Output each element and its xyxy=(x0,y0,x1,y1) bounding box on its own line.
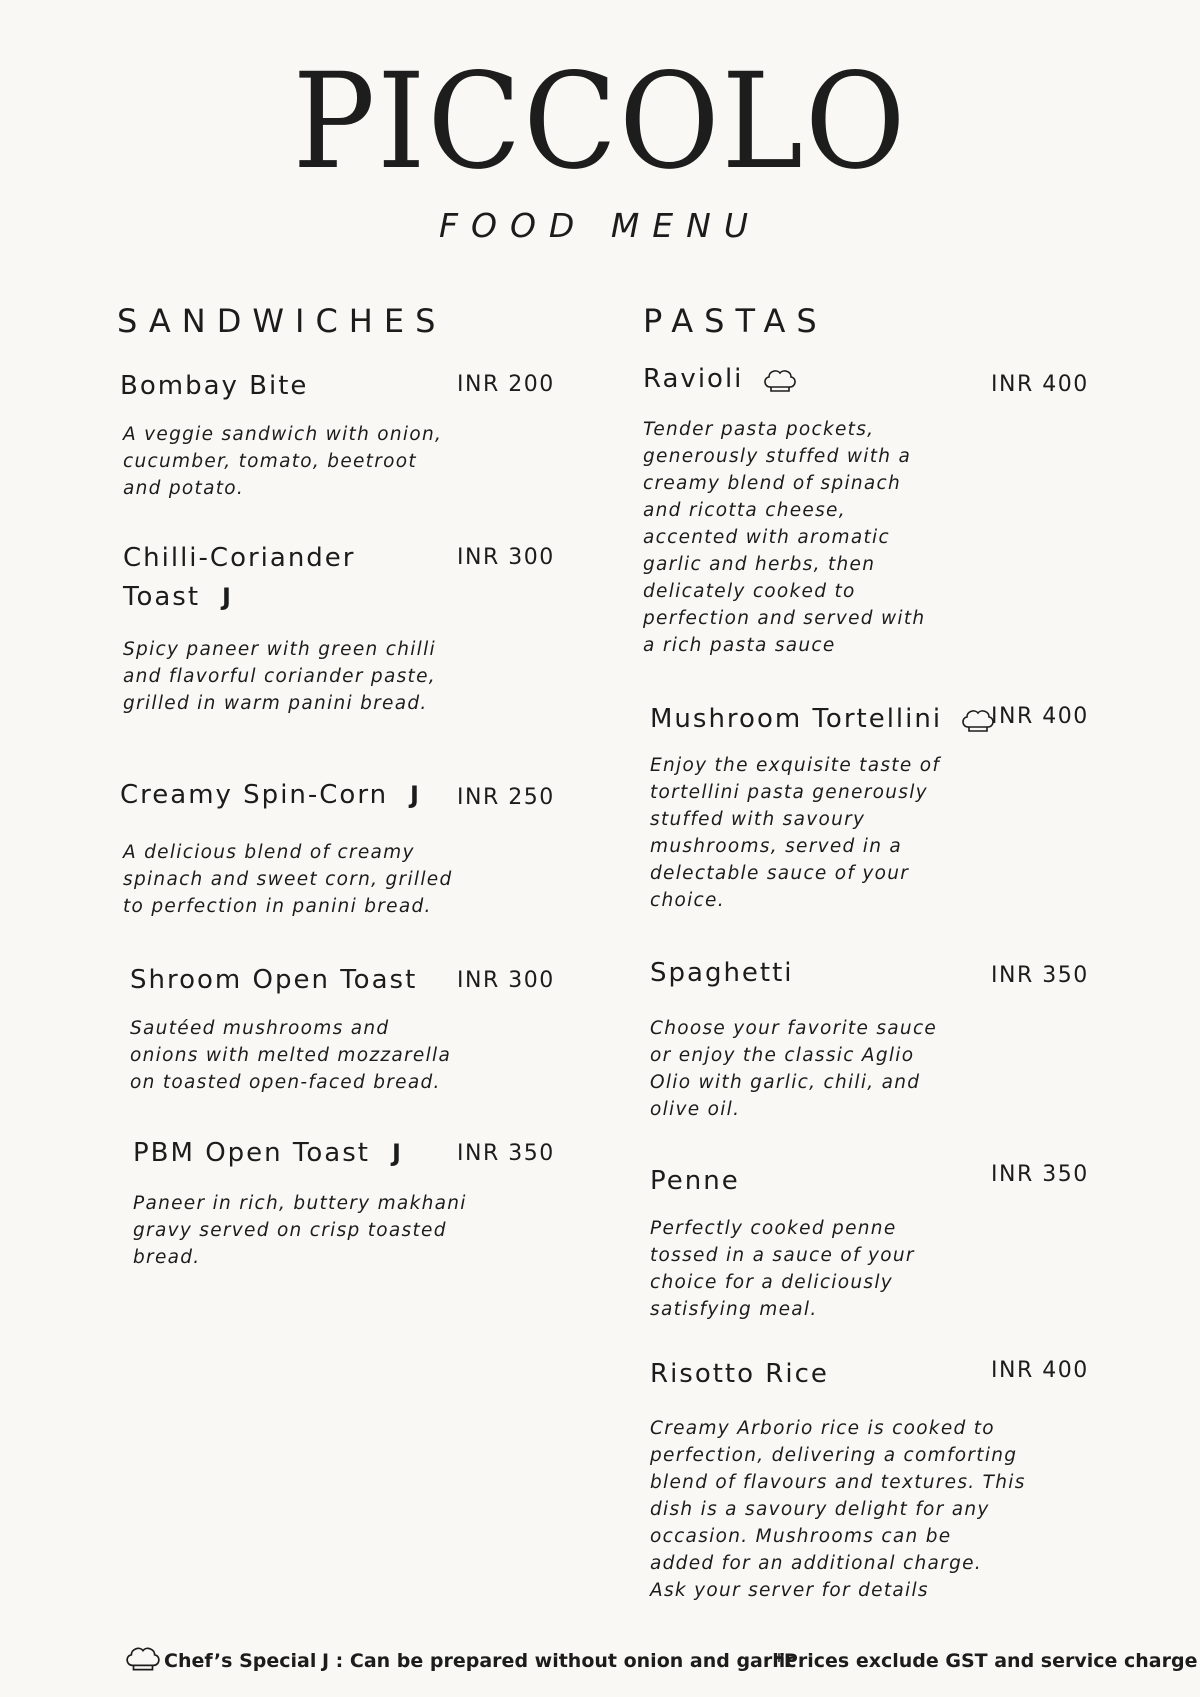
sandwich-name: Chilli-Coriander xyxy=(123,543,356,573)
sandwich-description: Sautéed mushrooms and onions with melted mozzarella on toasted open-faced bread. xyxy=(130,1018,452,1093)
sandwich-name-cont: Toast xyxy=(123,582,201,612)
pasta-description: Choose your favorite sauce or enjoy the classic Aglio Olio with garlic, chili, and olive oil. xyxy=(650,1018,938,1120)
pasta-name: Spaghetti xyxy=(650,958,794,988)
jain-badge: J xyxy=(391,1139,403,1167)
sandwich-name: Bombay Bite xyxy=(120,371,309,401)
sandwich-description: A veggie sandwich with onion, cucumber, tomato, beetroot and potato. xyxy=(123,424,443,499)
section-title-sandwiches: SANDWICHES xyxy=(117,302,447,340)
pasta-name: Penne xyxy=(650,1166,740,1196)
pasta-price: INR 400 xyxy=(991,1358,1089,1383)
sandwich-price: INR 250 xyxy=(457,785,555,810)
footer-legend xyxy=(0,1642,1200,1682)
sandwich-price: INR 350 xyxy=(457,1141,555,1166)
sandwich-name: Shroom Open Toast xyxy=(130,965,418,995)
chef-hat-icon xyxy=(762,367,798,393)
jain-badge: J xyxy=(410,781,421,809)
pasta-price: INR 350 xyxy=(991,963,1089,988)
jain-legend: J : Can be prepared without onion and garlic xyxy=(322,1650,797,1672)
brand-logo: PICCOLO xyxy=(292,45,908,199)
pasta-description: Perfectly cooked penne tossed in a sauce of your choice for a deliciously satisfying meal. xyxy=(650,1218,915,1320)
pasta-price: INR 350 xyxy=(991,1162,1089,1187)
sandwich-name-line2 xyxy=(123,582,233,612)
pasta-name: Mushroom Tortellini xyxy=(650,704,943,734)
sandwich-price: INR 300 xyxy=(457,968,555,993)
menu-subtitle: FOOD MENU xyxy=(439,206,761,245)
pasta-name: Risotto Rice xyxy=(650,1359,829,1389)
pasta-description: Creamy Arborio rice is cooked to perfection, delivering a comforting blend of flavours and textures. This dish is a savoury delight for any occasion. Mushrooms can be added for an additional charge. Ask your server for details xyxy=(650,1418,1026,1601)
pasta-name-row xyxy=(643,364,798,394)
section-title-pastas: PASTAS xyxy=(643,302,828,340)
sandwich-description: A delicious blend of creamy spinach and sweet corn, grilled to perfection in panini bread. xyxy=(123,842,453,917)
sandwich-name: PBM Open Toast xyxy=(133,1138,370,1168)
jain-badge: J xyxy=(222,583,233,611)
sandwich-price: INR 300 xyxy=(457,545,555,570)
pasta-name-row xyxy=(650,704,996,734)
pasta-description: Tender pasta pockets, generously stuffed with a creamy blend of spinach and ricotta cheese, accented with aromatic garlic and herbs, then delicately cooked to perfection and served with a rich pasta sauce xyxy=(643,419,926,656)
pasta-price: INR 400 xyxy=(991,372,1089,397)
pasta-description: Enjoy the exquisite taste of tortellini pasta generously stuffed with savoury mushrooms, served in a delectable sauce of your choice. xyxy=(650,755,941,911)
sandwich-description: Paneer in rich, buttery makhani gravy served on crisp toasted bread. xyxy=(133,1193,467,1268)
pasta-price: INR 400 xyxy=(991,704,1089,729)
price-note: *Prices exclude GST and service charge xyxy=(774,1650,1198,1672)
chef-hat-icon xyxy=(124,1644,162,1672)
chef-special-label: Chef’s Special xyxy=(164,1650,317,1672)
sandwich-name-row xyxy=(133,1138,403,1168)
sandwich-name-row xyxy=(120,780,421,810)
pasta-name: Ravioli xyxy=(643,364,744,394)
sandwich-price: INR 200 xyxy=(457,372,555,397)
sandwich-name: Creamy Spin-Corn xyxy=(120,780,389,810)
sandwich-description: Spicy paneer with green chilli and flavorful coriander paste, grilled in warm panini bread. xyxy=(123,639,436,714)
